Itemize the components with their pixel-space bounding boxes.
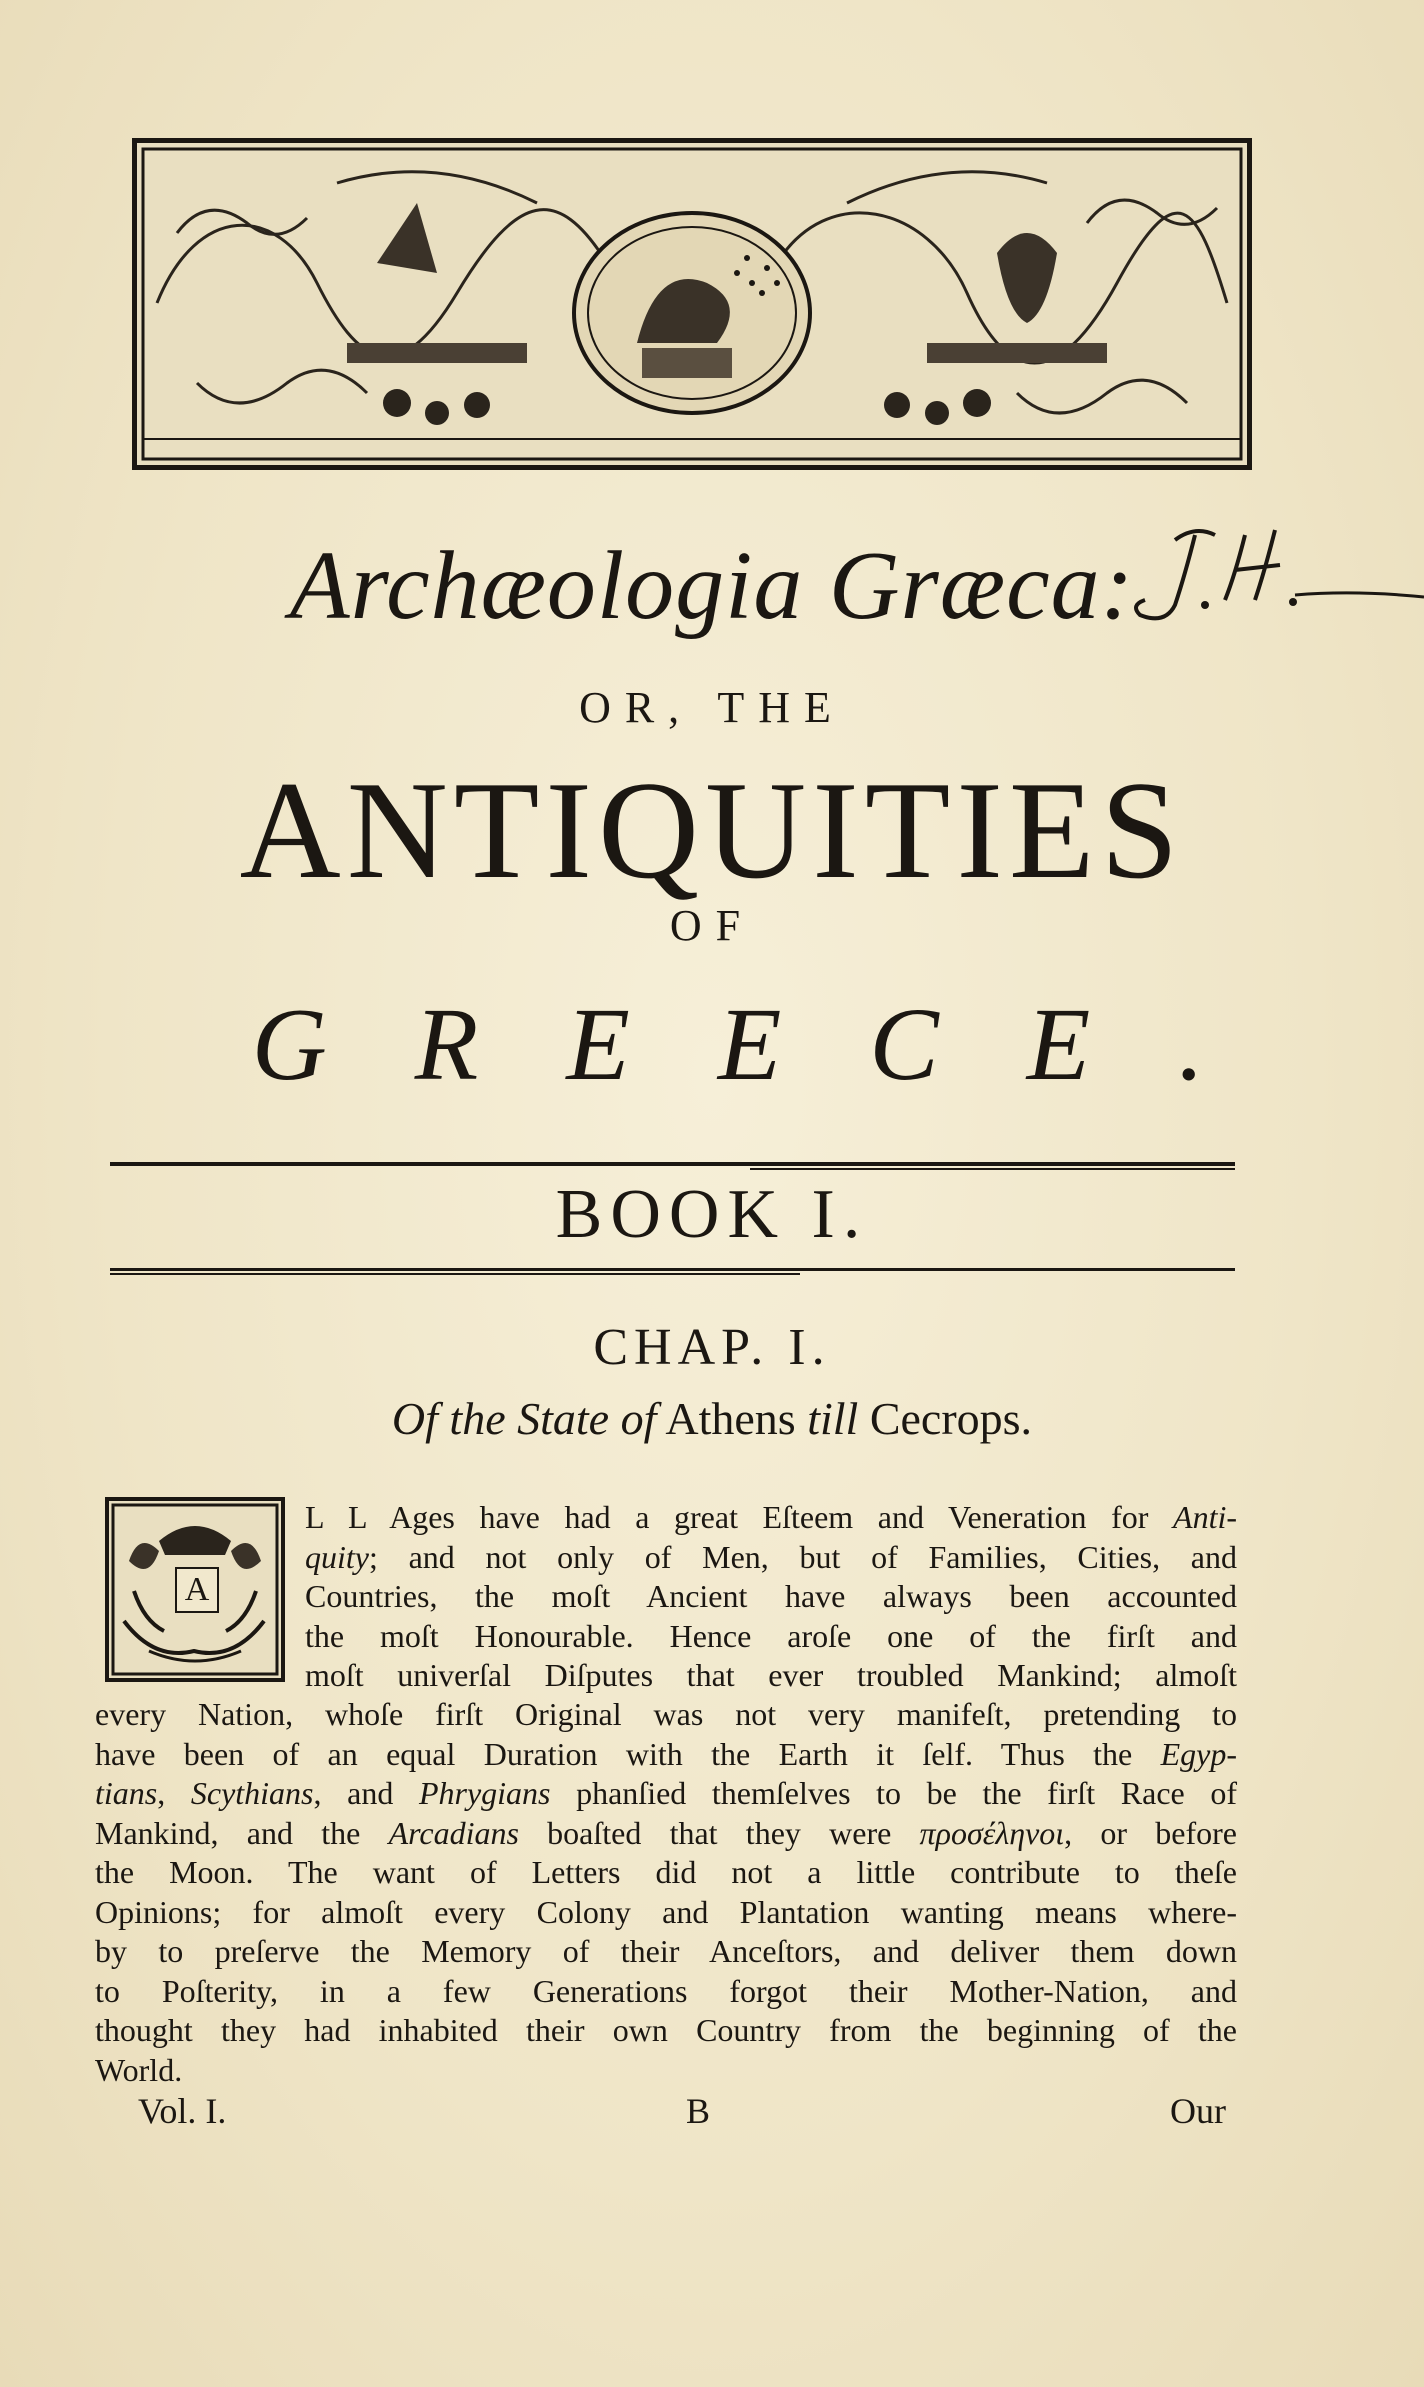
body-line: by to preſerve the Memory of their Anceſtors, and deliver them down	[95, 1933, 1237, 1969]
chapter-subtitle	[0, 1392, 1424, 1445]
body-line: moſt univerſal Diſputes that ever troubled Mankind; almoſt	[305, 1657, 1237, 1693]
woodcut-headpiece	[132, 138, 1252, 470]
body-full-block	[95, 1695, 1237, 2090]
subtitle-cecrops: Cecrops.	[869, 1393, 1033, 1444]
body-line: Mankind, and the Arcadians boaſted that they were προσέληνοι, or before	[95, 1814, 1238, 1851]
title-of: OF	[669, 901, 755, 950]
handwritten-annotation	[1115, 520, 1424, 640]
body-line: the moſt Honourable. Hence aroſe one of the firſt and	[305, 1617, 1237, 1654]
footer-volume: Vol. I.	[138, 2091, 227, 2131]
book-heading: BOOK I.	[555, 1176, 869, 1253]
body-line: tians, Scythians, and Phrygians phanſied themſelves to be the firſt Race of	[95, 1775, 1238, 1811]
body-line: Opinions; for almoſt every Colony and Plantation wanting means where-	[95, 1893, 1237, 1930]
footer-catchword: Our	[1170, 2091, 1226, 2131]
title-archaeologia: Archæologia Græca:	[289, 532, 1135, 640]
ornamental-dropcap	[105, 1497, 285, 1682]
title-greece: GREECE.	[251, 987, 1293, 1102]
ornament-image	[137, 143, 1247, 465]
body-line: quity; and not only of Men, but of Families, Cities, and	[305, 1538, 1237, 1575]
subtitle-athens: Athens	[665, 1393, 796, 1444]
body-line: the Moon. The want of Letters did not a little contribute to theſe	[95, 1854, 1237, 1890]
body-indented-block	[305, 1498, 1237, 1696]
dropcap-letter: A	[175, 1567, 219, 1613]
body-line: Countries, the moſt Ancient have always been accounted	[305, 1578, 1237, 1614]
bottom-rule-double	[110, 1273, 800, 1275]
title-antiquities: ANTIQUITIES	[239, 753, 1185, 908]
subtitle-till: till	[807, 1393, 859, 1444]
title-or-the: OR, THE	[579, 683, 845, 732]
body-line: thought they had inhabited their own Country from the beginning of the	[95, 2012, 1237, 2048]
top-rule-double	[750, 1168, 1235, 1170]
bottom-rule	[110, 1268, 1235, 1271]
body-line: World.	[95, 2051, 183, 2088]
top-rule	[110, 1162, 1235, 1166]
chapter-heading: CHAP. I.	[593, 1319, 831, 1376]
body-line: every Nation, whoſe firſt Original was not very manifeſt, pretending to	[95, 1696, 1237, 1732]
subtitle-italic-1: Of the State of	[391, 1393, 657, 1444]
footer-signature-mark: B	[686, 2091, 711, 2131]
body-line: to Poſterity, in a few Generations forgot their Mother-Nation, and	[95, 1972, 1237, 2009]
body-line: have been of an equal Duration with the Earth it ſelf. Thus the Egyp-	[95, 1735, 1237, 1772]
body-line: L L Ages have had a great Eſteem and Veneration for Anti-	[305, 1499, 1237, 1535]
